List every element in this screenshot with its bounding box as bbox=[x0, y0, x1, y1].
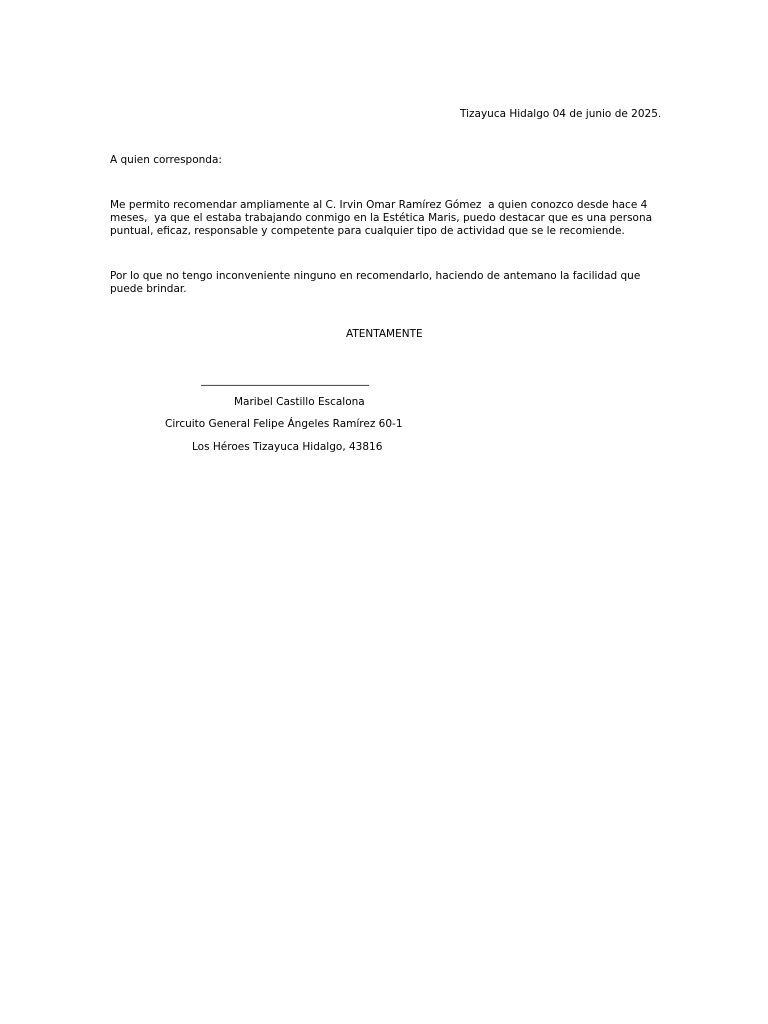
paragraph-line: puntual, eficaz, responsable y competente para cualquier tipo de actividad que se le recomiende. bbox=[110, 225, 625, 237]
signature-line: ________________________________ bbox=[201, 374, 369, 386]
address-line-1: Circuito General Felipe Ángeles Ramírez 60-1 bbox=[165, 418, 403, 430]
paragraph-line: meses, ya que el estaba trabajando conmigo en la Estética Maris, puedo destacar que es una persona bbox=[110, 212, 653, 224]
address-line-2: Los Héroes Tizayuca Hidalgo, 43816 bbox=[192, 441, 383, 453]
paragraph-line: Por lo que no tengo inconveniente ninguno en recomendarlo, haciendo de antemano la facilidad que bbox=[110, 270, 641, 282]
paragraph-line: puede brindar. bbox=[110, 283, 187, 295]
date-line: Tizayuca Hidalgo 04 de junio de 2025. bbox=[460, 108, 662, 120]
closing-paragraph bbox=[110, 270, 660, 296]
greeting: A quien corresponda: bbox=[110, 154, 222, 166]
paragraph-line: Me permito recomendar ampliamente al C. Irvin Omar Ramírez Gómez a quien conozco desde hace 4 bbox=[110, 199, 648, 211]
signer-name: Maribel Castillo Escalona bbox=[234, 396, 365, 408]
closing-word: ATENTAMENTE bbox=[346, 328, 423, 340]
recommendation-paragraph bbox=[110, 199, 660, 238]
